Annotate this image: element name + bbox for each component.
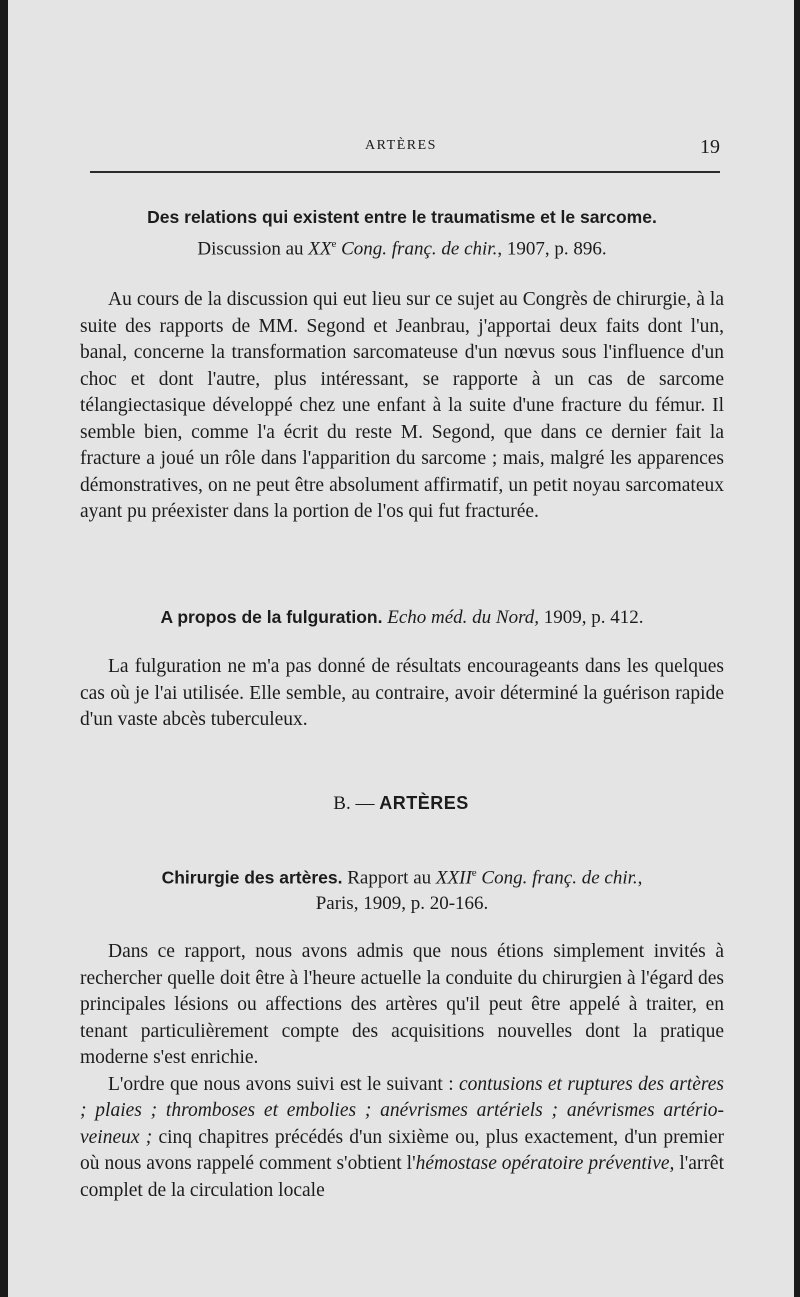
p2-topics: contusions et ruptures des artères ; plaies ; thromboses et embolies ; anévrismes artériels ; anévrismes artério-veineux ;: [80, 1073, 724, 1148]
p2-middle: cinq chapitres précédés d'un sixième ou, plus exactement, d'un premier où nous avons rappelé comment s'obtient l': [80, 1126, 724, 1175]
entry-ref-congress: XXII: [435, 867, 472, 889]
entry-fulguration: [80, 604, 724, 734]
entry-title: Des relations qui existent entre le traumatisme et le sarcome.: [147, 207, 657, 227]
entry-paragraph: Au cours de la discussion qui eut lieu sur ce sujet au Congrès de chirurgie, à la suite des rapports de MM. Segond et Jeanbrau, j'apportai deux faits dont l'un, banal, concerne la transformation sarcomateuse d'un nœvus sous l'influence d'un choc et dont l'autre, plus intéressant, se rapporte à un cas de sarcome télangiectasique développé chez une enfant à la suite d'une fracture du fémur. Il semble bien, comme l'a écrit du reste M. Segond, que dans ce dernier fait la fracture a joué un rôle dans l'apparition du sarcome ; mais, malgré les apparences démonstratives, on ne peut être absolument affirmatif, un petit noyau sarcomateux ayant pu préexister dans la portion de l'os qui fut fracturée.: [80, 289, 724, 523]
book-page: [8, 0, 794, 1297]
entry-heading: [80, 204, 724, 262]
p2-end: l'arrêt complet de la circulation locale: [80, 1153, 724, 1201]
entry-heading: Chirurgie des artères. Rapport au XXIIe Cong. franç. de chir., Paris, 1909, p. 20-166.: [161, 867, 643, 915]
running-title: ARTÈRES: [365, 138, 437, 153]
running-header: [8, 136, 794, 166]
entry-ref-suffix: , 1907, p. 896.: [497, 238, 607, 260]
entry-ref-journal: Cong. franç. de chir.: [476, 867, 638, 889]
page-number: 19: [700, 136, 720, 158]
header-rule: [90, 171, 720, 173]
entry-paragraph-2: [80, 1072, 724, 1205]
entry-ref-prefix: Discussion au: [197, 238, 309, 260]
entry-ref-congress: XX: [308, 238, 332, 260]
entry-paragraph: La fulguration ne m'a pas donné de résultats encourageants dans les quelques cas où je l'ai utilisée. Elle semble, au contraire, avoir déterminé la guérison rapide d'un vaste abcès tuberculeux.: [80, 656, 724, 730]
entry-paragraph-1: Dans ce rapport, nous avons admis que nous étions simplement invités à rechercher quelle doit être à l'heure actuelle la conduite du chirurgien à l'égard des principales lésions ou affections des artères qu'il peut être appelé à traiter, en tenant particulièrement compte des acquisitions nouvelles dont la pratique moderne s'est enrichie.: [80, 941, 724, 1069]
entry-ref-suffix: 1909, p. 412.: [539, 607, 644, 628]
entry-chirurgie-arteres: [80, 860, 724, 1204]
entry-ref-sup: e: [331, 238, 337, 250]
p2-intro: L'ordre que nous avons suivi est le suivant :: [108, 1073, 460, 1095]
section-heading: [8, 793, 794, 815]
entry-title: A propos de la fulguration.: [160, 607, 383, 627]
section-prefix: B. —: [333, 793, 380, 814]
entry-ref-prefix: Rapport au: [342, 867, 436, 889]
entry-journal: Echo méd. du Nord,: [387, 607, 540, 628]
entry-ref-sup: e: [471, 867, 477, 879]
entry-ref-line2: Paris, 1909, p. 20-166.: [315, 893, 489, 915]
section-title: ARTÈRES: [379, 793, 469, 813]
entry-ref-journal: Cong. franç. de chir.: [336, 238, 498, 260]
entry-title: Chirurgie des artères.: [161, 867, 343, 888]
entry-heading: [80, 604, 724, 631]
p2-term: hémostase opératoire préventive,: [415, 1153, 675, 1175]
entry-traumatisme-sarcome: [80, 204, 724, 526]
